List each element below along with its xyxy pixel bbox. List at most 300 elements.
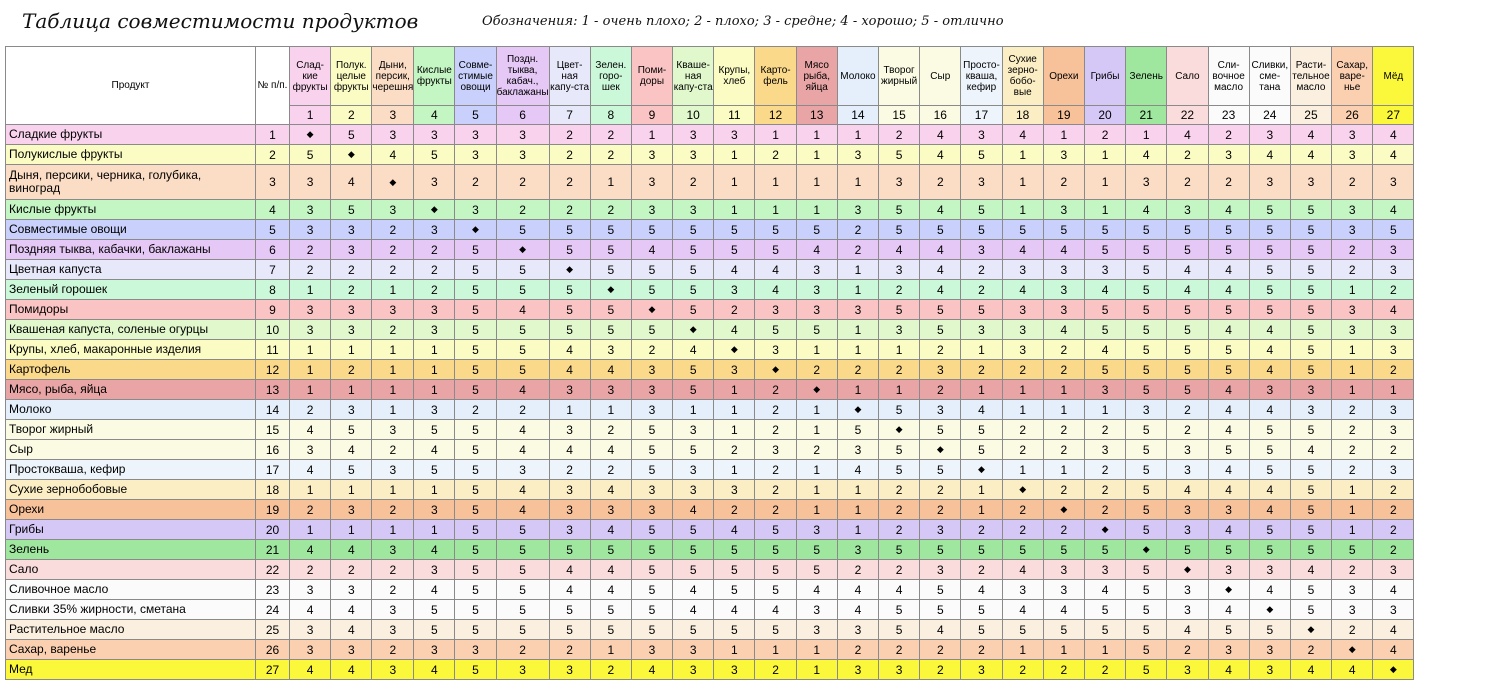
rating-cell: 5 bbox=[673, 560, 714, 580]
rating-cell: 5 bbox=[1126, 460, 1167, 480]
rating-cell: 4 bbox=[879, 580, 920, 600]
rating-cell: 1 bbox=[331, 340, 372, 360]
rating-cell: 2 bbox=[879, 480, 920, 500]
rating-cell: 5 bbox=[1126, 280, 1167, 300]
table-row bbox=[6, 380, 1414, 400]
rating-cell: 5 bbox=[496, 600, 549, 620]
rating-cell: 2 bbox=[1084, 500, 1125, 520]
rating-cell: 1 bbox=[837, 500, 878, 520]
rating-cell: 3 bbox=[331, 300, 372, 320]
rating-cell: 5 bbox=[1126, 480, 1167, 500]
rating-cell: 5 bbox=[879, 460, 920, 480]
column-header: Кваше-ная капу-ста bbox=[673, 47, 714, 106]
diagonal-marker: ◆ bbox=[673, 320, 714, 340]
rating-cell: 1 bbox=[837, 260, 878, 280]
rating-cell: 4 bbox=[1208, 420, 1249, 440]
rating-cell: 2 bbox=[1043, 165, 1084, 200]
rating-cell: 2 bbox=[714, 300, 755, 320]
rating-cell: 5 bbox=[1084, 360, 1125, 380]
rating-cell: 1 bbox=[414, 340, 455, 360]
product-name-cell: Мед bbox=[6, 660, 256, 680]
rating-cell: 5 bbox=[549, 280, 590, 300]
row-number-cell: 25 bbox=[256, 620, 290, 640]
rating-cell: 4 bbox=[631, 660, 672, 680]
rating-cell: 3 bbox=[372, 300, 414, 320]
rating-cell: 3 bbox=[673, 145, 714, 165]
rating-cell: 1 bbox=[1373, 380, 1414, 400]
rating-cell: 5 bbox=[414, 460, 455, 480]
row-number-cell: 6 bbox=[256, 240, 290, 260]
rating-cell: 1 bbox=[414, 480, 455, 500]
table-row bbox=[6, 640, 1414, 660]
rating-cell: 3 bbox=[796, 520, 837, 540]
rating-cell: 2 bbox=[1084, 460, 1125, 480]
row-number-cell: 1 bbox=[256, 125, 290, 145]
rating-cell: 2 bbox=[920, 660, 961, 680]
rating-cell: 5 bbox=[961, 620, 1002, 640]
rating-cell: 2 bbox=[1084, 125, 1125, 145]
row-number-cell: 20 bbox=[256, 520, 290, 540]
rating-cell: 3 bbox=[1043, 260, 1084, 280]
rating-cell: 5 bbox=[796, 560, 837, 580]
rating-cell: 5 bbox=[920, 300, 961, 320]
product-name-cell: Помидоры bbox=[6, 300, 256, 320]
rating-cell: 5 bbox=[631, 460, 672, 480]
rating-cell: 3 bbox=[414, 320, 455, 340]
diagonal-marker: ◆ bbox=[1249, 600, 1290, 620]
rating-cell: 1 bbox=[1002, 380, 1043, 400]
rating-cell: 5 bbox=[590, 320, 631, 340]
rating-cell: 1 bbox=[1043, 380, 1084, 400]
column-number: 14 bbox=[837, 106, 878, 125]
diagonal-marker: ◆ bbox=[631, 300, 672, 320]
rating-cell: 5 bbox=[1126, 500, 1167, 520]
rating-cell: 5 bbox=[1249, 540, 1290, 560]
rating-cell: 5 bbox=[755, 580, 796, 600]
diagonal-marker: ◆ bbox=[920, 440, 961, 460]
rating-cell: 5 bbox=[1084, 300, 1125, 320]
column-number: 25 bbox=[1290, 106, 1331, 125]
rating-cell: 1 bbox=[837, 520, 878, 540]
column-number: 9 bbox=[631, 106, 672, 125]
rating-cell: 5 bbox=[1208, 220, 1249, 240]
rating-cell: 4 bbox=[331, 600, 372, 620]
table-row bbox=[6, 125, 1414, 145]
rating-cell: 5 bbox=[1290, 300, 1331, 320]
rating-cell: 1 bbox=[714, 165, 755, 200]
rating-cell: 2 bbox=[1332, 240, 1373, 260]
rating-cell: 5 bbox=[1290, 240, 1331, 260]
diagonal-marker: ◆ bbox=[879, 420, 920, 440]
rating-cell: 2 bbox=[372, 260, 414, 280]
rating-cell: 2 bbox=[1084, 660, 1125, 680]
header-row bbox=[6, 47, 1414, 106]
rating-cell: 2 bbox=[1043, 440, 1084, 460]
row-number-cell: 13 bbox=[256, 380, 290, 400]
rating-cell: 3 bbox=[1084, 440, 1125, 460]
rating-cell: 4 bbox=[549, 560, 590, 580]
rating-cell: 5 bbox=[631, 280, 672, 300]
row-number-cell: 11 bbox=[256, 340, 290, 360]
rating-cell: 4 bbox=[1043, 240, 1084, 260]
rating-cell: 5 bbox=[961, 540, 1002, 560]
rating-cell: 3 bbox=[496, 460, 549, 480]
rating-cell: 1 bbox=[1002, 165, 1043, 200]
rating-cell: 2 bbox=[1332, 165, 1373, 200]
rating-cell: 4 bbox=[1373, 200, 1414, 220]
rating-cell: 5 bbox=[1290, 480, 1331, 500]
table-row bbox=[6, 520, 1414, 540]
rating-cell: 5 bbox=[1167, 220, 1208, 240]
rating-cell: 5 bbox=[496, 540, 549, 560]
rating-cell: 5 bbox=[331, 460, 372, 480]
rating-cell: 3 bbox=[920, 400, 961, 420]
table-row bbox=[6, 620, 1414, 640]
rating-cell: 4 bbox=[290, 660, 331, 680]
rating-cell: 5 bbox=[879, 220, 920, 240]
rating-cell: 5 bbox=[1126, 360, 1167, 380]
rating-cell: 3 bbox=[961, 165, 1002, 200]
row-number-cell: 12 bbox=[256, 360, 290, 380]
rating-cell: 2 bbox=[372, 320, 414, 340]
rating-cell: 4 bbox=[920, 200, 961, 220]
rating-cell: 3 bbox=[549, 380, 590, 400]
rating-cell: 3 bbox=[372, 125, 414, 145]
rating-cell: 4 bbox=[714, 260, 755, 280]
rating-cell: 3 bbox=[631, 380, 672, 400]
rating-cell: 4 bbox=[837, 460, 878, 480]
column-number: 4 bbox=[414, 106, 455, 125]
rating-cell: 4 bbox=[1043, 600, 1084, 620]
rating-cell: 2 bbox=[631, 340, 672, 360]
rating-cell: 3 bbox=[1084, 380, 1125, 400]
rating-cell: 4 bbox=[414, 580, 455, 600]
rating-cell: 4 bbox=[414, 660, 455, 680]
rating-cell: 4 bbox=[590, 520, 631, 540]
rating-cell: 3 bbox=[1208, 640, 1249, 660]
table-row bbox=[6, 340, 1414, 360]
rating-cell: 4 bbox=[755, 600, 796, 620]
rating-cell: 2 bbox=[455, 165, 496, 200]
rating-cell: 5 bbox=[1290, 500, 1331, 520]
rating-cell: 2 bbox=[549, 165, 590, 200]
rating-cell: 5 bbox=[1249, 520, 1290, 540]
rating-cell: 5 bbox=[1249, 440, 1290, 460]
rating-cell: 2 bbox=[1167, 640, 1208, 660]
rating-cell: 3 bbox=[290, 165, 331, 200]
diagonal-marker: ◆ bbox=[961, 460, 1002, 480]
product-name-cell: Совместимые овощи bbox=[6, 220, 256, 240]
rating-cell: 5 bbox=[1290, 200, 1331, 220]
rating-cell: 3 bbox=[879, 320, 920, 340]
rating-cell: 5 bbox=[961, 220, 1002, 240]
rating-cell: 2 bbox=[879, 520, 920, 540]
rating-cell: 5 bbox=[290, 145, 331, 165]
rating-cell: 5 bbox=[1208, 340, 1249, 360]
rating-cell: 5 bbox=[1249, 460, 1290, 480]
rating-cell: 2 bbox=[1084, 420, 1125, 440]
rating-cell: 3 bbox=[496, 145, 549, 165]
rating-cell: 2 bbox=[1002, 520, 1043, 540]
rating-cell: 2 bbox=[755, 500, 796, 520]
rating-cell: 3 bbox=[1167, 460, 1208, 480]
rating-cell: 3 bbox=[1290, 400, 1331, 420]
rating-cell: 2 bbox=[1373, 280, 1414, 300]
rating-cell: 5 bbox=[455, 620, 496, 640]
rating-cell: 5 bbox=[455, 260, 496, 280]
rating-cell: 4 bbox=[920, 280, 961, 300]
rating-cell: 2 bbox=[879, 640, 920, 660]
table-row bbox=[6, 580, 1414, 600]
column-header: Зелен. горо-шек bbox=[590, 47, 631, 106]
rating-cell: 5 bbox=[920, 540, 961, 560]
rating-cell: 2 bbox=[1002, 440, 1043, 460]
diagonal-marker: ◆ bbox=[796, 380, 837, 400]
rating-cell: 5 bbox=[879, 440, 920, 460]
rating-cell: 1 bbox=[1332, 500, 1373, 520]
compatibility-table bbox=[5, 46, 1414, 680]
rating-cell: 3 bbox=[1043, 560, 1084, 580]
rating-cell: 5 bbox=[879, 145, 920, 165]
product-name-cell: Творог жирный bbox=[6, 420, 256, 440]
rating-cell: 2 bbox=[1208, 125, 1249, 145]
rating-cell: 4 bbox=[837, 580, 878, 600]
rating-cell: 3 bbox=[290, 200, 331, 220]
rating-cell: 5 bbox=[961, 420, 1002, 440]
rating-cell: 2 bbox=[837, 240, 878, 260]
rating-cell: 3 bbox=[1208, 500, 1249, 520]
rating-cell: 5 bbox=[496, 220, 549, 240]
rating-cell: 3 bbox=[755, 340, 796, 360]
rating-cell: 1 bbox=[796, 480, 837, 500]
rating-cell: 2 bbox=[455, 400, 496, 420]
rating-cell: 3 bbox=[1332, 145, 1373, 165]
table-row bbox=[6, 260, 1414, 280]
rating-cell: 4 bbox=[1290, 440, 1331, 460]
rating-cell: 2 bbox=[1002, 500, 1043, 520]
rating-cell: 2 bbox=[590, 660, 631, 680]
rating-cell: 3 bbox=[372, 620, 414, 640]
rating-cell: 5 bbox=[455, 600, 496, 620]
rating-cell: 2 bbox=[1043, 480, 1084, 500]
table-row bbox=[6, 145, 1414, 165]
rating-cell: 1 bbox=[1126, 125, 1167, 145]
rating-cell: 1 bbox=[1084, 200, 1125, 220]
rating-cell: 1 bbox=[1043, 460, 1084, 480]
rating-cell: 5 bbox=[1084, 320, 1125, 340]
rating-cell: 1 bbox=[1332, 380, 1373, 400]
rating-cell: 4 bbox=[920, 145, 961, 165]
rating-cell: 2 bbox=[549, 640, 590, 660]
rating-cell: 2 bbox=[496, 640, 549, 660]
rating-cell: 2 bbox=[755, 400, 796, 420]
diagonal-marker: ◆ bbox=[1208, 580, 1249, 600]
rating-cell: 3 bbox=[496, 125, 549, 145]
rating-cell: 3 bbox=[714, 480, 755, 500]
rating-cell: 1 bbox=[331, 520, 372, 540]
rating-cell: 3 bbox=[1332, 300, 1373, 320]
rating-cell: 3 bbox=[920, 560, 961, 580]
product-name-cell: Простокваша, кефир bbox=[6, 460, 256, 480]
rating-cell: 3 bbox=[1249, 640, 1290, 660]
rating-cell: 3 bbox=[1373, 460, 1414, 480]
rating-cell: 5 bbox=[331, 420, 372, 440]
table-row bbox=[6, 480, 1414, 500]
rating-cell: 5 bbox=[331, 125, 372, 145]
rating-cell: 4 bbox=[496, 500, 549, 520]
rating-cell: 3 bbox=[879, 660, 920, 680]
rating-cell: 3 bbox=[331, 240, 372, 260]
rating-cell: 5 bbox=[1002, 220, 1043, 240]
rating-cell: 5 bbox=[755, 560, 796, 580]
rating-cell: 3 bbox=[837, 200, 878, 220]
rating-cell: 3 bbox=[1332, 320, 1373, 340]
rating-cell: 4 bbox=[290, 540, 331, 560]
rating-cell: 2 bbox=[1208, 165, 1249, 200]
rating-cell: 4 bbox=[1290, 560, 1331, 580]
rating-cell: 3 bbox=[414, 220, 455, 240]
rating-cell: 5 bbox=[1126, 640, 1167, 660]
rating-cell: 2 bbox=[837, 360, 878, 380]
rating-cell: 3 bbox=[673, 420, 714, 440]
rating-cell: 5 bbox=[673, 360, 714, 380]
rating-cell: 3 bbox=[879, 260, 920, 280]
rating-cell: 5 bbox=[455, 440, 496, 460]
column-header: Поми-доры bbox=[631, 47, 672, 106]
column-header: Мёд bbox=[1373, 47, 1414, 106]
rating-cell: 5 bbox=[455, 520, 496, 540]
rating-cell: 3 bbox=[837, 145, 878, 165]
diagonal-marker: ◆ bbox=[1126, 540, 1167, 560]
diagonal-marker: ◆ bbox=[331, 145, 372, 165]
column-header: Мясо рыба, яйца bbox=[796, 47, 837, 106]
diagonal-marker: ◆ bbox=[290, 125, 331, 145]
rating-cell: 5 bbox=[590, 620, 631, 640]
rating-cell: 5 bbox=[496, 320, 549, 340]
rating-cell: 1 bbox=[961, 380, 1002, 400]
rating-cell: 5 bbox=[673, 540, 714, 560]
rating-cell: 5 bbox=[1126, 260, 1167, 280]
rating-cell: 1 bbox=[414, 380, 455, 400]
rating-cell: 2 bbox=[414, 260, 455, 280]
rating-cell: 3 bbox=[1332, 600, 1373, 620]
rating-cell: 5 bbox=[414, 145, 455, 165]
rating-cell: 3 bbox=[1167, 580, 1208, 600]
rating-cell: 5 bbox=[1043, 620, 1084, 640]
rating-cell: 3 bbox=[372, 200, 414, 220]
rating-cell: 3 bbox=[673, 480, 714, 500]
rating-cell: 1 bbox=[837, 320, 878, 340]
rating-cell: 2 bbox=[1373, 440, 1414, 460]
rating-cell: 5 bbox=[1290, 320, 1331, 340]
column-number: 17 bbox=[961, 106, 1002, 125]
rating-cell: 5 bbox=[961, 600, 1002, 620]
rating-cell: 2 bbox=[1332, 560, 1373, 580]
rating-cell: 3 bbox=[1043, 200, 1084, 220]
rating-cell: 1 bbox=[1002, 200, 1043, 220]
rating-cell: 5 bbox=[1373, 220, 1414, 240]
rating-cell: 5 bbox=[455, 460, 496, 480]
rating-cell: 5 bbox=[1290, 520, 1331, 540]
rating-cell: 1 bbox=[837, 480, 878, 500]
rating-cell: 5 bbox=[455, 240, 496, 260]
rating-cell: 5 bbox=[796, 320, 837, 340]
column-header: Сало bbox=[1167, 47, 1208, 106]
rating-cell: 3 bbox=[1126, 400, 1167, 420]
rating-cell: 3 bbox=[372, 460, 414, 480]
rating-cell: 5 bbox=[455, 560, 496, 580]
rating-cell: 2 bbox=[290, 500, 331, 520]
row-number-cell: 10 bbox=[256, 320, 290, 340]
rating-cell: 3 bbox=[1290, 380, 1331, 400]
rating-cell: 3 bbox=[549, 500, 590, 520]
rating-cell: 1 bbox=[796, 165, 837, 200]
rating-cell: 3 bbox=[961, 320, 1002, 340]
rating-cell: 4 bbox=[590, 560, 631, 580]
rating-cell: 3 bbox=[549, 480, 590, 500]
rating-cell: 5 bbox=[631, 220, 672, 240]
rating-cell: 2 bbox=[755, 420, 796, 440]
rating-cell: 3 bbox=[673, 460, 714, 480]
rating-cell: 2 bbox=[290, 240, 331, 260]
rating-cell: 5 bbox=[590, 260, 631, 280]
rating-cell: 3 bbox=[1373, 420, 1414, 440]
rating-cell: 1 bbox=[1084, 145, 1125, 165]
rating-cell: 3 bbox=[920, 360, 961, 380]
rating-cell: 2 bbox=[1332, 440, 1373, 460]
rating-cell: 3 bbox=[290, 220, 331, 240]
rating-cell: 4 bbox=[496, 380, 549, 400]
rating-cell: 5 bbox=[549, 300, 590, 320]
rating-cell: 5 bbox=[549, 320, 590, 340]
rating-cell: 3 bbox=[1002, 260, 1043, 280]
rating-cell: 3 bbox=[673, 125, 714, 145]
rating-cell: 1 bbox=[837, 165, 878, 200]
rating-cell: 3 bbox=[590, 380, 631, 400]
rating-cell: 4 bbox=[1002, 125, 1043, 145]
rating-cell: 5 bbox=[1208, 540, 1249, 560]
rating-cell: 3 bbox=[549, 420, 590, 440]
rating-cell: 3 bbox=[837, 620, 878, 640]
rating-cell: 5 bbox=[1290, 420, 1331, 440]
rating-cell: 5 bbox=[1290, 580, 1331, 600]
rating-cell: 2 bbox=[372, 220, 414, 240]
rating-cell: 2 bbox=[961, 560, 1002, 580]
rating-cell: 4 bbox=[714, 320, 755, 340]
column-header: Орехи bbox=[1043, 47, 1084, 106]
column-header: Сли-вочное масло bbox=[1208, 47, 1249, 106]
rating-cell: 5 bbox=[1167, 540, 1208, 560]
rating-cell: 3 bbox=[1249, 660, 1290, 680]
rating-cell: 3 bbox=[1043, 145, 1084, 165]
rating-cell: 5 bbox=[1084, 600, 1125, 620]
rating-cell: 4 bbox=[590, 440, 631, 460]
rating-cell: 4 bbox=[714, 520, 755, 540]
product-name-cell: Сливочное масло bbox=[6, 580, 256, 600]
rating-cell: 3 bbox=[1167, 500, 1208, 520]
rating-cell: 2 bbox=[549, 145, 590, 165]
rating-cell: 2 bbox=[1167, 400, 1208, 420]
rating-cell: 5 bbox=[1126, 420, 1167, 440]
rating-cell: 2 bbox=[1373, 520, 1414, 540]
rating-cell: 2 bbox=[1043, 520, 1084, 540]
rating-cell: 5 bbox=[920, 460, 961, 480]
rating-cell: 5 bbox=[796, 220, 837, 240]
column-header: Сыр bbox=[920, 47, 961, 106]
rating-cell: 5 bbox=[1084, 220, 1125, 240]
rating-cell: 2 bbox=[796, 360, 837, 380]
rating-cell: 1 bbox=[837, 380, 878, 400]
